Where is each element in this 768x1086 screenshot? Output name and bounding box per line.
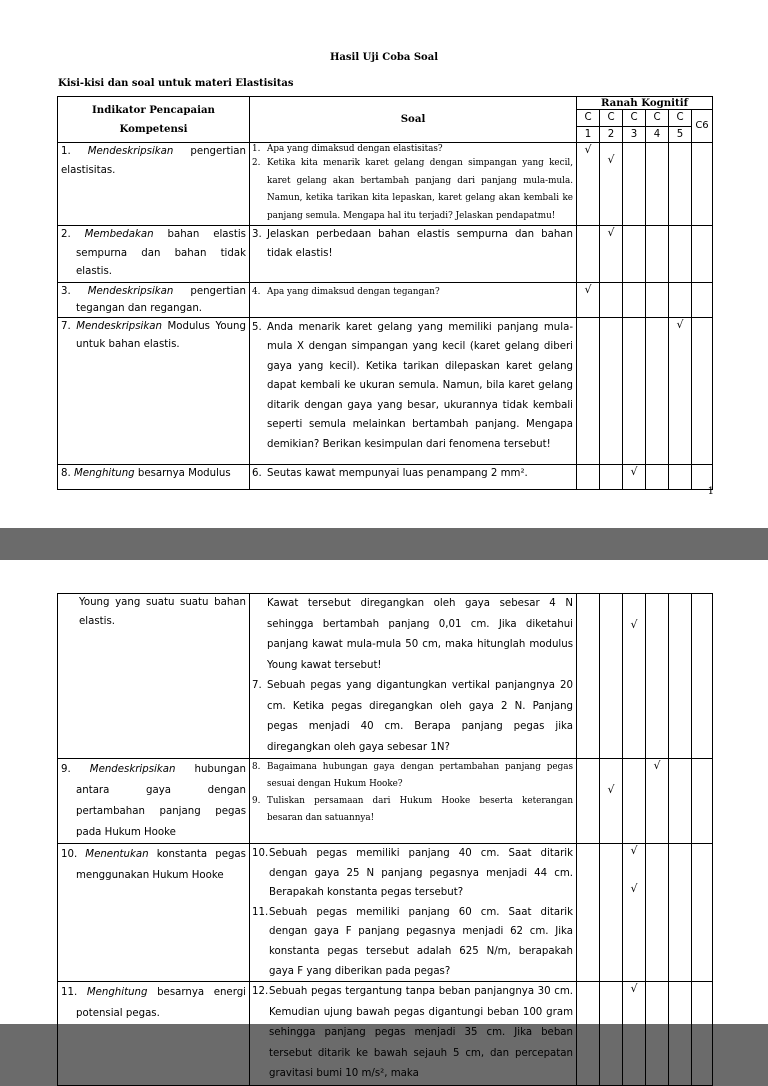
check-mark: √ (607, 153, 615, 166)
table-row (58, 759, 713, 844)
indicator-cell (58, 982, 250, 1086)
header-level-c: C (623, 110, 646, 127)
check-mark: √ (630, 464, 638, 478)
indicator-number: 7. (61, 320, 71, 332)
indicator-verb: Membedakan (84, 229, 154, 240)
table-row (58, 317, 713, 464)
question-item: 9. Tuliskan persamaan dari Hukum Hooke beserta keterangan besaran dan satuannya! (252, 796, 573, 823)
check-cell (577, 282, 600, 317)
table-row (58, 594, 713, 759)
question-item: 5. Anda menarik karet gelang yang memiliki panjang mula-mula X dengan simpangan yang kecil (karet gelang diberi gaya yang kecil). Ketika tarikan dilepaskan karet gelang dapat kembali ke ukuran semula. Namun, bila karet gelang ditarik dengan gaya yang besar, ukurannya tidak kembali seperti semula melainkan bertambah panjang. Mengapa demikian? Berikan kesimpulan dari fenomena tersebut! (252, 321, 573, 451)
question-item: 12. Sebuah pegas tergantung tanpa beban panjangnya 30 cm. Kemudian ujung bawah pegas digantungi beban 100 gram sehingga panjang pegas menjadi 35 cm. Jika beban tersebut ditarik ke bawah sejauh 5 cm, dan percepatan gravitasi bumi 10 m/s², maka (252, 986, 573, 1080)
indicator-text: pengertian tegangan dan regangan. (76, 285, 246, 314)
indicator-text: Modulus Young untuk bahan elastis. (76, 320, 246, 350)
header-level-c: C (669, 110, 692, 127)
indicator-number: 3. (61, 285, 71, 297)
check-cell (623, 982, 646, 1086)
header-level-c6: C6 (692, 110, 713, 143)
document-page-1 (0, 0, 768, 528)
check-mark: √ (607, 783, 615, 796)
indicator-number: 8. (61, 467, 71, 479)
question-cell (250, 982, 577, 1086)
header-indicator: Indikator Pencapaian Kompetensi (58, 97, 250, 143)
table-row (58, 226, 713, 283)
check-mark: √ (676, 317, 684, 331)
indicator-cell (58, 226, 250, 283)
indicator-verb: Menghitung (86, 987, 148, 999)
document-title: Hasil Uji Coba Soal (329, 52, 438, 63)
indicator-cell (58, 594, 250, 759)
header-question: Soal (250, 97, 577, 143)
check-mark: √ (630, 982, 638, 996)
indicator-text: bahan elastis sempurna dan bahan tidak elastis. (76, 229, 246, 277)
header-level-c: C (577, 110, 600, 127)
question-cell (250, 282, 577, 317)
indicator-number: 10. (61, 849, 78, 860)
blueprint-table-page-2 (57, 593, 713, 1086)
question-item: 1. Apa yang dimaksud dengan elastisitas? (252, 144, 443, 154)
indicator-cell (58, 143, 250, 226)
question-cell (250, 226, 577, 283)
check-mark: √ (607, 226, 615, 239)
check-cell (646, 759, 669, 844)
document-subtitle: Kisi-kisi dan soal untuk materi Elastisitas (58, 78, 294, 89)
indicator-verb: Menentukan (85, 849, 149, 860)
blueprint-table-page-1 (57, 96, 713, 490)
indicator-verb: Mendeskripsikan (76, 320, 162, 332)
table-row (58, 464, 713, 489)
header-level-c: C (646, 110, 669, 127)
question-item: 2. Ketika kita menarik karet gelang dengan simpangan yang kecil, karet gelang akan bertambah panjang dari panjang mula-mula. Namun, ketika tarikan kita lepaskan, karet gelang akan kembali ke panjang semula. Mengapa hal itu terjadi? Jelaskan pendapatmu! (252, 158, 573, 221)
table-row (58, 143, 713, 226)
indicator-cell (58, 759, 250, 844)
page-number: 1 (707, 486, 714, 497)
indicator-text: besarnya energi potensial pegas. (76, 987, 246, 1020)
indicator-cell (58, 844, 250, 982)
indicator-text: Young yang suatu suatu bahan elastis. (79, 597, 246, 627)
question-item: 8. Bagaimana hubungan gaya dengan pertambahan panjang pegas sesuai dengan Hukum Hooke? (252, 762, 573, 789)
question-cell (250, 844, 577, 982)
question-item: 11. Sebuah pegas memiliki panjang 60 cm. Saat ditarik dengan gaya F panjang pegasnya menjadi 62 cm. Jika konstanta pegas tersebut adalah 625 N/m, berapakah gaya F yang diberikan pada pegas? (252, 906, 573, 977)
indicator-text: hubungan antara gaya dengan pertambahan panjang pegas pada Hukum Hooke (76, 764, 246, 838)
indicator-cell (58, 282, 250, 317)
question-item: 3. Jelaskan perbedaan bahan elastis sempurna dan bahan tidak elastis! (252, 229, 573, 259)
header-level-num: 2 (600, 127, 623, 143)
indicator-verb: Menghitung (73, 467, 135, 479)
check-mark: √ (653, 759, 661, 772)
indicator-verb: Mendeskripsikan (87, 285, 174, 297)
indicator-cell (58, 464, 250, 489)
indicator-number: 2. (61, 229, 71, 240)
indicator-verb: Mendeskripsikan (87, 146, 174, 157)
check-cell (623, 594, 646, 759)
check-cell (623, 844, 646, 982)
indicator-text: besarnya Modulus (137, 467, 231, 479)
check-cell (600, 226, 623, 283)
check-mark: √ (584, 282, 592, 296)
header-level-num: 5 (669, 127, 692, 143)
table-row (58, 282, 713, 317)
header-cognitive: Ranah Kognitif (577, 97, 713, 110)
table-row (58, 844, 713, 982)
check-mark: √ (630, 618, 638, 631)
table-row (58, 982, 713, 1086)
question-item: 4. Apa yang dimaksud dengan tegangan? (252, 286, 440, 297)
header-level-num: 1 (577, 127, 600, 143)
check-cell (600, 143, 623, 226)
question-item: Kawat tersebut diregangkan oleh gaya sebesar 4 N sehingga bertambah panjang 0,01 cm. Jika diketahui panjang kawat mula-mula 50 cm, maka hitunglah modulus Young kawat tersebut! (267, 598, 573, 671)
indicator-number: 1. (61, 146, 71, 157)
indicator-cell (58, 317, 250, 464)
check-mark: √ (630, 882, 638, 895)
document-page-2 (0, 560, 768, 1080)
check-cell (623, 464, 646, 489)
check-mark: √ (584, 143, 592, 156)
check-cell (577, 143, 600, 226)
question-cell (250, 317, 577, 464)
check-mark: √ (630, 844, 638, 857)
indicator-verb: Mendeskripsikan (89, 764, 176, 775)
question-item: 7. Sebuah pegas yang digantungkan vertikal panjangnya 20 cm. Ketika pegas diregangkan oleh gaya 2 N. Panjang pegas menjadi 40 cm. Berapa panjang pegas jika diregangkan oleh gaya sebesar 1N? (252, 680, 573, 753)
question-cell (250, 759, 577, 844)
indicator-number: 9. (61, 764, 71, 775)
question-item: 10. Sebuah pegas memiliki panjang 40 cm. Saat ditarik dengan gaya 25 N panjang pegasnya menjadi 44 cm. Berapakah konstanta pegas tersebut? (252, 848, 573, 899)
question-item: 6. Seutas kawat mempunyai luas penampang 2 mm². (252, 467, 528, 479)
indicator-text: pengertian elastisitas. (61, 146, 246, 176)
indicator-text: konstanta pegas menggunakan Hukum Hooke (76, 849, 246, 881)
header-level-num: 4 (646, 127, 669, 143)
check-cell (600, 759, 623, 844)
header-level-c: C (600, 110, 623, 127)
question-cell (250, 143, 577, 226)
question-cell (250, 464, 577, 489)
check-cell (669, 317, 692, 464)
question-cell (250, 594, 577, 759)
header-level-num: 3 (623, 127, 646, 143)
indicator-number: 11. (61, 987, 78, 999)
